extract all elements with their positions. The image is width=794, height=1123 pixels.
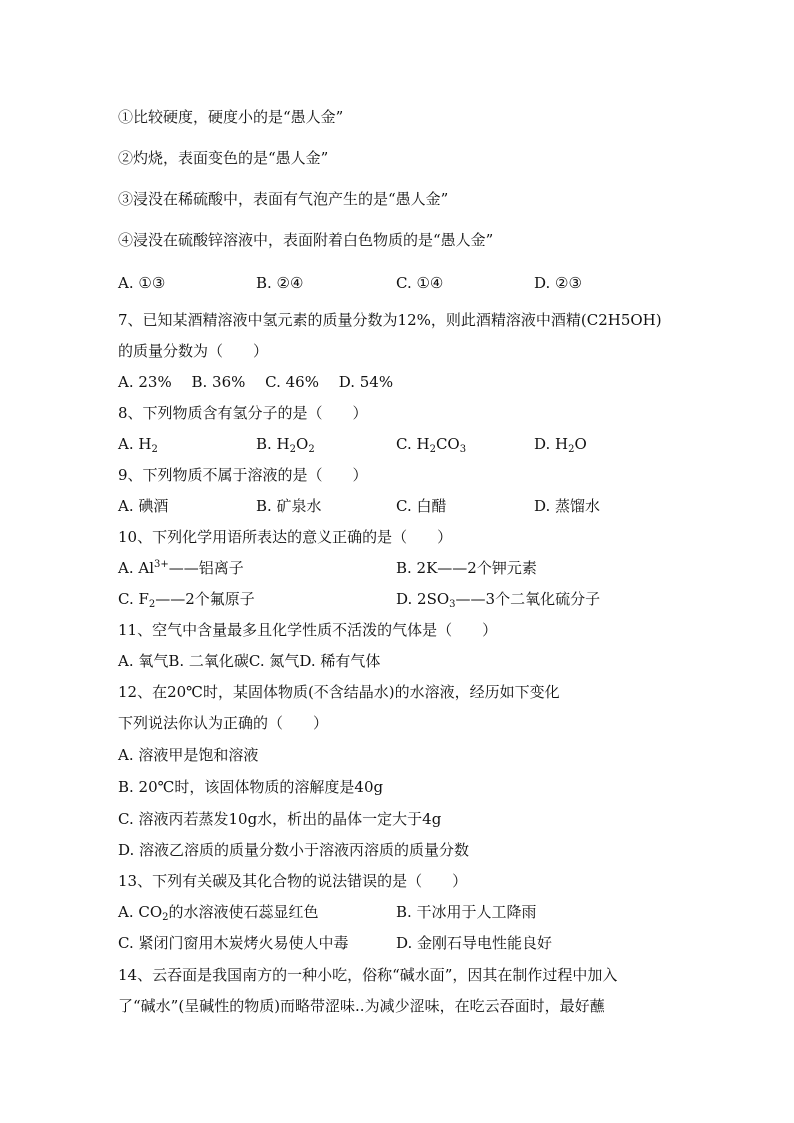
q9-option-a: A. 碘酒 bbox=[118, 497, 169, 515]
q10-option-b: B. 2K——2个钾元素 bbox=[396, 559, 537, 577]
q14-stem-line-2: 了“碱水”(呈碱性的物质)而略带涩味..为减少涩味，在吃云吞面时，最好蘸 bbox=[118, 997, 605, 1015]
q11-stem: 11、空气中含量最多且化学性质不活泼的气体是（ ） bbox=[118, 621, 498, 639]
q6-statement-1: ①比较硬度，硬度小的是“愚人金” bbox=[118, 108, 344, 126]
q12-option-c: C. 溶液丙若蒸发10g水，析出的晶体一定大于4g bbox=[118, 810, 442, 828]
q14-stem-line-1: 14、云吞面是我国南方的一种小吃，俗称“碱水面”，因其在制作过程中加入 bbox=[118, 966, 618, 984]
q13-option-c: C. 紧闭门窗用木炭烤火易使人中毒 bbox=[118, 934, 349, 952]
q8-option-b: B. $H_2O_2$ bbox=[256, 435, 315, 455]
q10-option-a: A. $Al^{3+}——$铝离子 bbox=[118, 559, 244, 577]
q9-stem: 9、下列物质不属于溶液的是（ ） bbox=[118, 466, 368, 484]
q10-option-d: D. $2SO_3——3$个二氧化硫分子 bbox=[396, 590, 601, 610]
q6-statement-3: ③浸没在稀硫酸中，表面有气泡产生的是“愚人金” bbox=[118, 190, 449, 208]
q13-option-b: B. 干冰用于人工降雨 bbox=[396, 903, 537, 921]
q9-option-c: C. 白醋 bbox=[396, 497, 447, 515]
q7-options: A. 23% B. 36% C. 46% D. 54% bbox=[118, 373, 394, 391]
q13-option-a: A. $CO_2$的水溶液使石蕊显红色 bbox=[118, 903, 319, 923]
q11-options: A. 氧气B. 二氧化碳C. 氮气D. 稀有气体 bbox=[118, 652, 381, 670]
q10-stem: 10、下列化学用语所表达的意义正确的是（ ） bbox=[118, 528, 453, 546]
q13-option-d: D. 金刚石导电性能良好 bbox=[396, 934, 553, 952]
q7-stem-line-1: 7、已知某酒精溶液中氢元素的质量分数为12%，则此酒精溶液中酒精(C2H5OH) bbox=[118, 311, 662, 329]
q6-option-d: D. ②③ bbox=[534, 274, 582, 292]
q13-stem: 13、下列有关碳及其化合物的说法错误的是（ ） bbox=[118, 872, 468, 890]
q6-option-c: C. ①④ bbox=[396, 274, 444, 292]
q6-option-a: A. ①③ bbox=[118, 274, 166, 292]
q7-stem-line-2: 的质量分数为（ ） bbox=[118, 342, 269, 360]
q12-option-a: A. 溶液甲是饱和溶液 bbox=[118, 746, 259, 764]
q6-statement-4: ④浸没在硫酸锌溶液中，表面附着白色物质的是“愚人金” bbox=[118, 231, 494, 249]
q6-option-b: B. ②④ bbox=[256, 274, 304, 292]
q12-stem-line-2: 下列说法你认为正确的（ ） bbox=[118, 714, 329, 732]
q8-option-c: C. $H_2CO_3$ bbox=[396, 435, 467, 455]
q8-stem: 8、下列物质含有氢分子的是（ ） bbox=[118, 404, 368, 422]
q10-option-c: C. $F_2——2$个氟原子 bbox=[118, 590, 255, 610]
q12-option-b: B. 20℃时，该固体物质的溶解度是40g bbox=[118, 778, 384, 796]
q9-option-d: D. 蒸馏水 bbox=[534, 497, 601, 515]
q8-option-a: A. $H_2$ bbox=[118, 435, 158, 455]
q12-stem-line-1: 12、在20℃时，某固体物质(不含结晶水)的水溶液，经历如下变化 bbox=[118, 683, 560, 701]
q12-option-d: D. 溶液乙溶质的质量分数小于溶液丙溶质的质量分数 bbox=[118, 841, 470, 859]
q9-option-b: B. 矿泉水 bbox=[256, 497, 322, 515]
q8-option-d: D. $H_2O$ bbox=[534, 435, 587, 455]
q6-statement-2: ②灼烧，表面变色的是“愚人金” bbox=[118, 149, 329, 167]
